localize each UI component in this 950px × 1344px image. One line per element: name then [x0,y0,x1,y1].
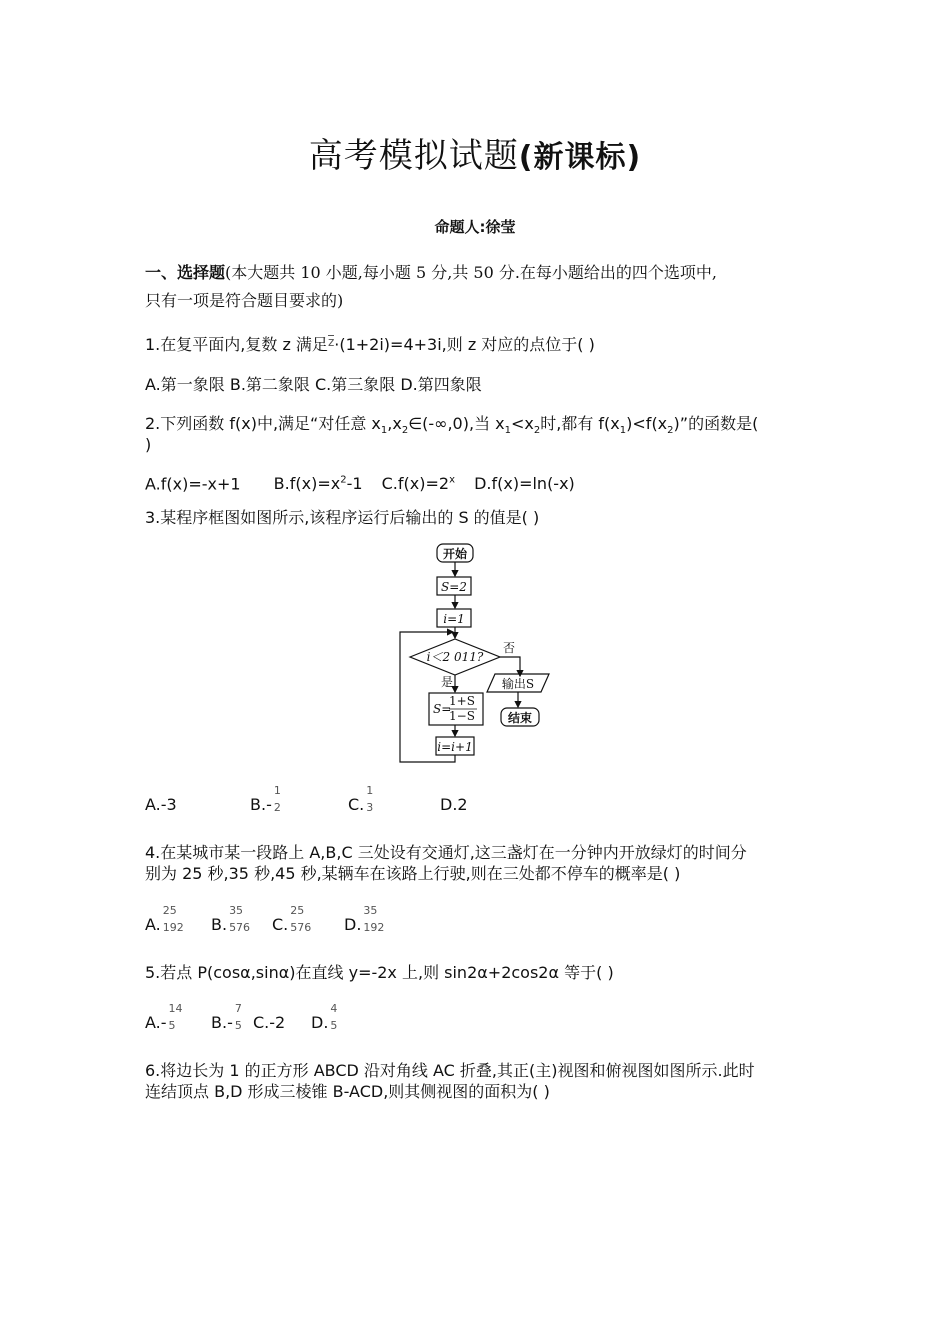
flow-output-label: 输出S [501,677,535,691]
q3-option-b: B.- 1 2 [250,784,281,814]
section-title: 一、选择题 [145,263,226,282]
section-desc-2: 只有一项是符合题目要求的) [145,291,344,310]
page-title: 高考模拟试题(新课标) [308,136,642,176]
flow-yes-label: 是 [441,675,454,689]
q2-option-a: A.f(x)=-x+1 [145,474,241,494]
question-1-stem: 1.在复平面内,复数 z 满足z·(1+2i)=4+3i,则 z 对应的点位于( ) [145,335,595,354]
author-line: 命题人:徐莹 [434,218,516,236]
q4-option-b: B. 35 576 [211,904,251,934]
question-3-stem: 3.某程序框图如图所示,该程序运行后输出的 S 的值是( ) [145,508,540,527]
section-desc-1: (本大题共 10 小题,每小题 5 分,共 50 分.在每小题给出的四个选项中, [225,263,718,282]
flow-update-numerator: 1+S [449,694,475,708]
q4-option-a: A. 25 192 [145,904,184,934]
question-5-options [145,1002,338,1034]
question-2-stem: 2.下列函数 f(x)中,满足“对任意 $x_1,x_2\in(-\infty,0)$,当 $x_1<x_2$时,都有 $f(x_1)<f(x_2)$”的函数是( [145,414,759,437]
q2-option-b: $B.f(x)=x^2-1$ [273,474,363,494]
section-heading [145,262,717,284]
flow-i-init-label: i=1 [443,612,465,626]
q4-option-c: C. 25 576 [272,904,312,934]
q3-option-d: D.2 [440,795,468,814]
question-6-line-1: 6.将边长为 1 的正方形 ABCD 沿对角线 AC 折叠,其正(主)视图和俯视图如图所示.此时 [145,1061,755,1080]
question-4-line-1: 4.在某城市某一段路上 A,B,C 三处设有交通灯,这三盏灯在一分钟内开放绿灯的时间分 [145,843,747,862]
flowchart-diagram [395,540,565,768]
q3-option-a: A.-3 [145,795,177,814]
flow-no-label: 否 [503,641,516,655]
question-6-line-2: 连结顶点 B,D 形成三棱锥 B-ACD,则其侧视图的面积为( ) [145,1082,550,1101]
question-5-stem: 5.若点 P(cosα,sinα)在直线 y=-2x 上,则 sin2α+2cos2α 等于( ) [145,963,614,982]
flow-update-denominator: 1−S [449,709,475,723]
question-2-options [145,470,575,495]
question-1-options: A.第一象限 B.第二象限 C.第三象限 D.第四象限 [145,375,482,394]
flow-end-label: 结束 [507,711,533,725]
question-3-options [145,784,468,816]
question-4-line-2: 别为 25 秒,35 秒,45 秒,某辆车在该路上行驶,则在三处都不停车的概率是( ) [145,864,681,883]
flow-start-label: 开始 [442,547,468,561]
flow-increment-label: i=i+1 [437,740,473,754]
z-conjugate: z [327,335,335,349]
question-2-stem-end: ) [145,435,152,454]
question-4-options [145,904,385,936]
q2-option-c: $C.f(x)=2^x$ [381,474,455,494]
flow-condition-label: i＜2 011? [426,650,484,664]
flow-update-lhs: S= [433,702,452,716]
q5-option-c: C.-2 [253,1013,286,1032]
q5-option-d: D. 4 5 [311,1002,338,1032]
flow-s-init-label: S=2 [441,580,467,594]
q5-option-a: A.- 14 5 [145,1002,183,1032]
q4-option-d: D. 35 192 [344,904,385,934]
q5-option-b: B.- 7 5 [211,1002,242,1032]
q3-option-c: C. 1 3 [348,784,374,814]
q2-option-d: D.f(x)=ln(-x) [474,474,575,494]
